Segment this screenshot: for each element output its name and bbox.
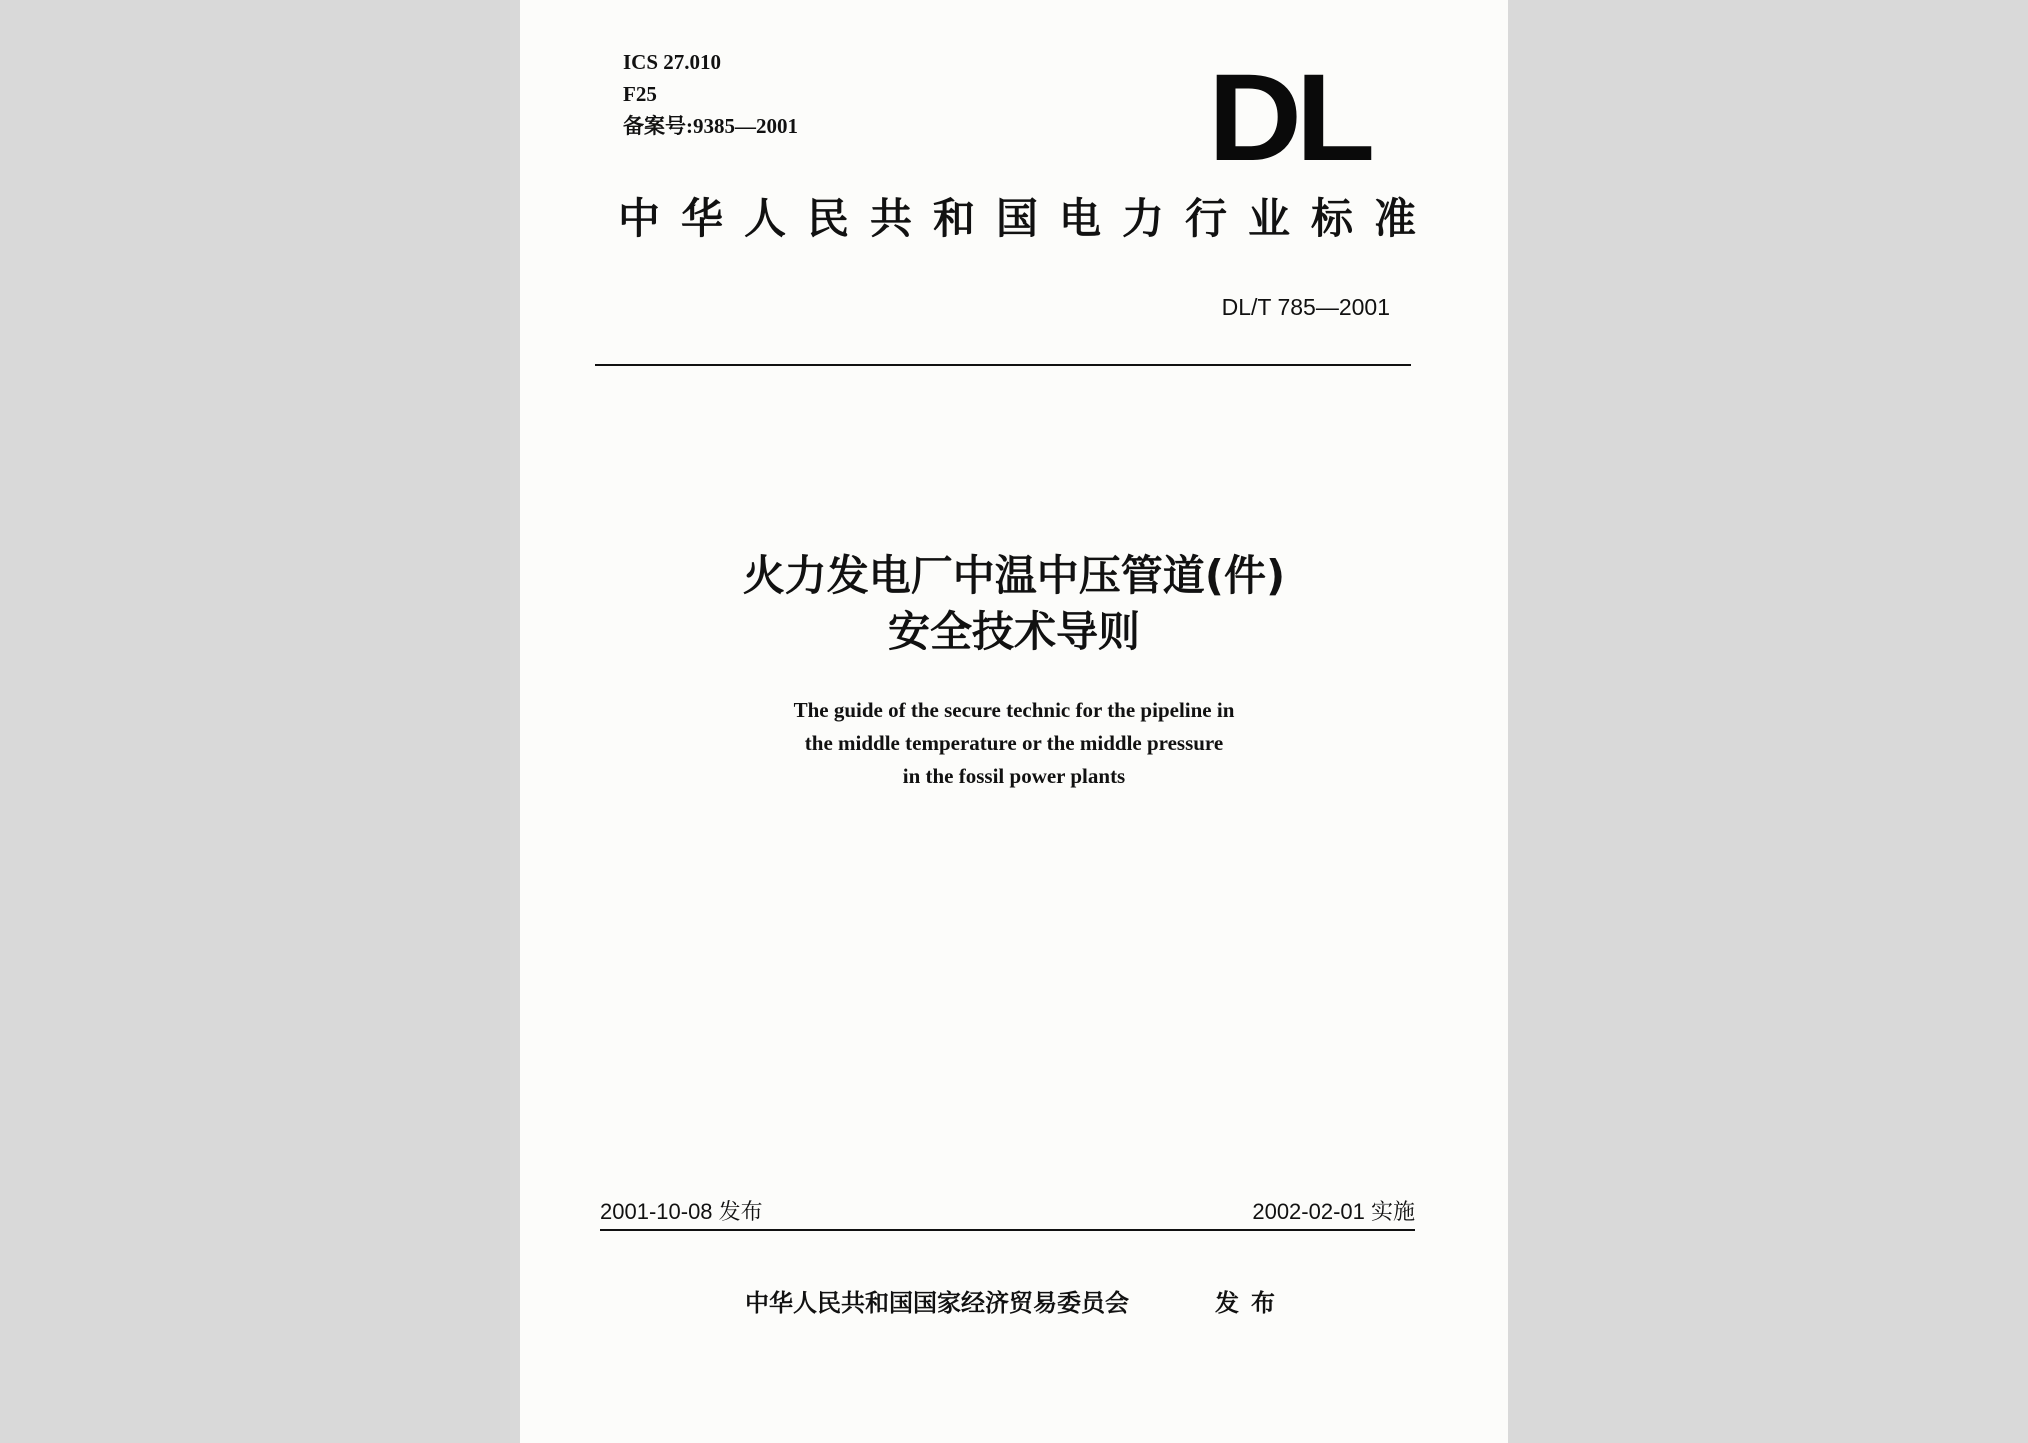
chinese-title bbox=[520, 548, 1508, 660]
filing-number: 备案号:9385—2001 bbox=[623, 114, 798, 138]
chinese-title-line-2: 安全技术导则 bbox=[887, 607, 1140, 656]
publish-label: 发布 bbox=[1215, 1289, 1287, 1317]
publisher-name: 中华人民共和国国家经济贸易委员会 bbox=[745, 1289, 1129, 1317]
effective-date: 2002-02-01 实施 bbox=[1252, 1199, 1415, 1224]
standard-code: DL/T 785—2001 bbox=[1221, 294, 1390, 320]
english-title-line-3: in the fossil power plants bbox=[902, 764, 1126, 788]
standard-org-title: 中华人民共和国电力行业标准 bbox=[618, 194, 1438, 243]
document-page bbox=[520, 0, 1508, 1443]
classification-block bbox=[623, 46, 798, 142]
issue-date: 2001-10-08 发布 bbox=[600, 1199, 763, 1224]
category-code: F25 bbox=[623, 82, 657, 106]
english-title-line-2: the middle temperature or the middle pressure bbox=[804, 731, 1224, 755]
english-title bbox=[520, 694, 1508, 793]
dl-logo: DL bbox=[1208, 49, 1369, 187]
chinese-title-line-1: 火力发电厂中温中压管道(件) bbox=[742, 551, 1286, 600]
header-divider bbox=[595, 364, 1411, 366]
ics-code: ICS 27.010 bbox=[623, 50, 722, 74]
english-title-line-1: The guide of the secure technic for the pipeline in bbox=[793, 698, 1235, 722]
date-divider bbox=[600, 1229, 1415, 1231]
